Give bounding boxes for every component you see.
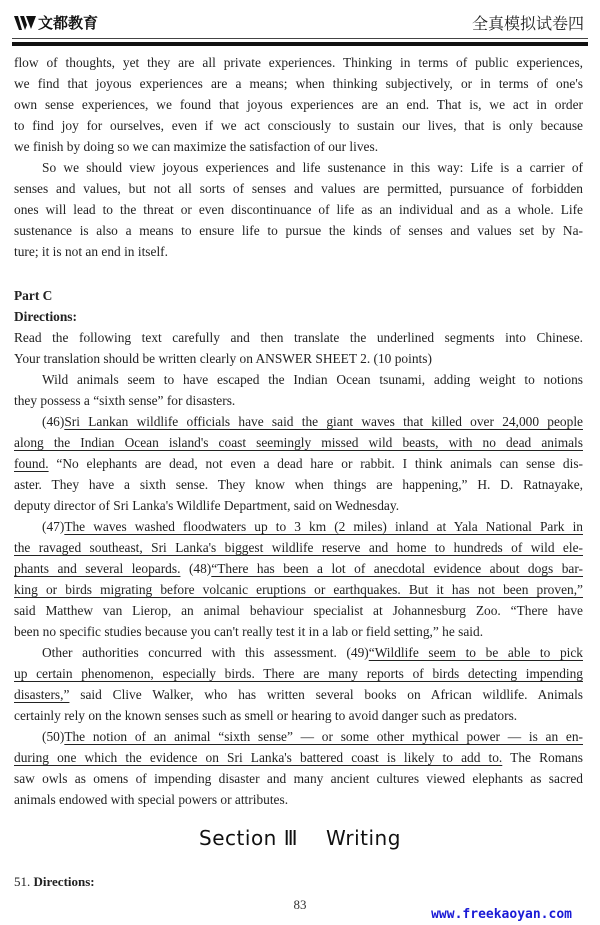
text-line [42, 516, 583, 537]
text-segment: deputy director of Sri Lanka's Wildlife Department, said on Wednesday. [14, 498, 400, 513]
text-line [14, 52, 583, 73]
part-c-heading: Part C [14, 288, 53, 303]
text-segment: “No elephants are dead, not even a dead hare or rabbit. I think animals can sense dis- [48, 456, 583, 471]
text-line [42, 411, 583, 432]
text-segment: flow of thoughts, yet they are all private experiences. Thinking in terms of public experiences, [14, 55, 583, 70]
text-line [14, 600, 583, 621]
text-line [14, 432, 583, 453]
text-line [14, 390, 583, 411]
text-segment: (47) [42, 519, 65, 534]
text-segment: we finish by doing so we can maximize the satisfaction of our lives. [14, 139, 379, 154]
page-number: 83 [293, 897, 307, 912]
text-line [14, 768, 583, 789]
section-title: Section Ⅲ [199, 826, 298, 850]
text-line [14, 199, 583, 220]
text-segment: said Clive Walker, who has written several books on African wildlife. Animals [69, 687, 583, 702]
text-segment: Read the following text carefully and then translate the underlined segments into Chinese. [14, 330, 583, 345]
text-line [14, 241, 583, 262]
text-segment: Other authorities concurred with this assessment. (49) [42, 645, 369, 660]
underlined-segment: The notion of an animal “sixth sense” — or some other mythical power — is an en- [64, 729, 583, 744]
text-line [14, 136, 583, 157]
text-segment: sustenance is also a means to ensure life to pursue the kinds of senses and values set by Na- [14, 223, 583, 238]
text-line [14, 789, 583, 810]
text-line [14, 705, 583, 726]
text-segment: ones will lead to the threat or even discontinuance of life as an individual and as a whole. Life [14, 202, 583, 217]
publisher-logo [14, 12, 98, 33]
text-segment: aster. They have a sixth sense. They know when things are happening,” H. D. Ratnayake, [14, 477, 583, 492]
text-segment: certainly rely on the known senses such as smell or hearing to avoid danger such as predators. [14, 708, 518, 723]
directions-label: Directions: [14, 309, 77, 324]
text-segment: (50) [42, 729, 65, 744]
text-line [14, 94, 583, 115]
underlined-segment: king or birds migrating before volcanic eruptions or earthquakes. But it has not been proven,” [14, 582, 583, 597]
text-segment: senses and values, but not all sorts of senses and values are permitted, pursuance of forbidden [14, 181, 583, 196]
text-segment: said Matthew van Lierop, an animal behaviour specialist at Johannesburg Zoo. “There have [14, 603, 583, 618]
header-rule-thin [12, 38, 588, 39]
underlined-segment: up certain phenomenon, especially birds. There are many reports of birds detecting impending [14, 666, 583, 681]
text-line [14, 73, 583, 94]
text-line [14, 327, 583, 348]
text-line [42, 642, 583, 663]
text-segment: The Romans [502, 750, 584, 765]
text-segment: own sense experiences, we found that joyous experiences are an end. That is, we act in order [14, 97, 583, 112]
text-line [14, 178, 583, 199]
text-line [42, 369, 583, 390]
watermark-url: www.freekaoyan.com [431, 907, 572, 922]
logo-w-icon [14, 15, 36, 31]
underlined-segment: during one which the evidence on Sri Lanka's battered coast is likely to add to. [14, 750, 503, 765]
text-segment: (48) [180, 561, 212, 576]
section-heading [0, 826, 600, 850]
text-line [42, 157, 583, 178]
text-line [14, 495, 583, 516]
text-line [14, 348, 583, 369]
underlined-segment: Sri Lankan wildlife officials have said the giant waves that killed over 24,000 people [64, 414, 583, 429]
text-segment: to find joy for ourselves, even if we act consciously to sustain our lives, that is only because [14, 118, 583, 133]
text-segment: (46) [42, 414, 65, 429]
text-line [14, 684, 583, 705]
question-number: 51. [14, 874, 31, 889]
logo-text: 文都教育 [38, 14, 99, 32]
text-segment: they possess a “sixth sense” for disasters. [14, 393, 236, 408]
text-line [14, 537, 583, 558]
text-line [14, 747, 583, 768]
text-line [14, 220, 583, 241]
underlined-segment: along the Indian Ocean island's coast seemingly missed wild beasts, with no dead animals [14, 435, 583, 450]
text-line [14, 115, 583, 136]
text-segment: animals endowed with special powers or attributes. [14, 792, 289, 807]
header-rule-thick [12, 42, 588, 46]
underlined-segment: phants and several leopards. [14, 561, 181, 576]
text-line [14, 558, 583, 579]
underlined-segment: The waves washed floodwaters up to 3 km (2 miles) inland at Yala National Park in [64, 519, 583, 534]
underlined-segment: found. [14, 456, 49, 471]
directions-label: Directions: [33, 874, 95, 889]
text-segment: Your translation should be written clearly on ANSWER SHEET 2. (10 points) [14, 351, 432, 366]
text-line [14, 663, 583, 684]
underlined-segment: “Wildlife seem to be able to pick [368, 645, 583, 660]
text-segment: ture; it is not an end in itself. [14, 244, 168, 259]
underlined-segment: the ravaged southeast, Sri Lanka's biggest wildlife reserve and home to hundreds of wild ele- [14, 540, 583, 555]
text-segment: been no specific studies because you can't really test it in a lab or field setting,” he said. [14, 624, 484, 639]
text-line [14, 579, 583, 600]
underlined-segment: “There has been a lot of anecdotal evidence about dogs bar- [211, 561, 583, 576]
text-line [14, 621, 583, 642]
text-segment: So we should view joyous experiences and life sustenance in this way: Life is a carrier of [42, 160, 583, 175]
text-segment: saw owls as omens of impending disaster and many ancient cultures viewed elephants as sacred [14, 771, 583, 786]
text-segment: Wild animals seem to have escaped the Indian Ocean tsunami, adding weight to notions [42, 372, 583, 387]
text-line [42, 726, 583, 747]
text-line [14, 474, 583, 495]
question-51-directions [14, 874, 95, 890]
underlined-segment: disasters,” [14, 687, 70, 702]
exam-title: 全真模拟试卷四 [471, 14, 584, 33]
text-segment: we find that joyous experiences are a means; when thinking subjectively, or in terms of one's [14, 76, 583, 91]
section-subtitle: Writing [326, 826, 401, 850]
text-line [14, 453, 583, 474]
